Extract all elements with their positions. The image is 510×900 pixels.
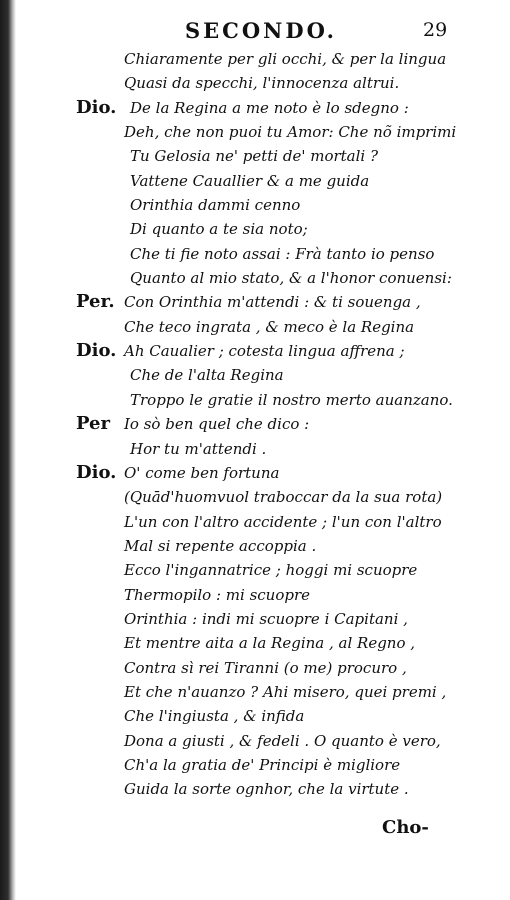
verse-line-text: Et che n'auanzo ? Ahi misero, quei premi , <box>124 682 447 701</box>
catchword: Cho- <box>382 817 429 838</box>
verse-line <box>0 169 510 193</box>
verse-line <box>0 71 510 95</box>
verse-line-text: Orinthia : indi mi scuopre i Capitani , <box>124 609 408 628</box>
verse-line-text: (Quād'huomvuol traboccar da la sua rota) <box>124 488 443 507</box>
verse-line <box>0 534 510 558</box>
verse-line-text: Con Orinthia m'attendi : & ti souenga , <box>124 293 421 312</box>
verse-line-text: Vattene Cauallier & a me guida <box>130 171 370 190</box>
speaker-label: Per. <box>76 291 115 313</box>
verse-line-text: De la Regina a me noto è lo sdegno : <box>130 98 409 117</box>
verse-line <box>0 510 510 534</box>
verse-line <box>0 631 510 655</box>
verse-line <box>0 461 510 485</box>
verse-line <box>0 217 510 241</box>
verse-line-text: Guida la sorte ognhor, che la virtute . <box>124 780 409 799</box>
verse-line <box>0 656 510 680</box>
verse-line <box>0 412 510 436</box>
verse-line-text: Che de l'alta Regina <box>130 366 284 385</box>
verse-line <box>0 753 510 777</box>
verse-line-text: Che teco ingrata , & meco è la Regina <box>124 317 415 336</box>
verse-line-text: Tu Gelosia ne' petti de' mortali ? <box>130 147 379 166</box>
speaker-label: Dio. <box>76 340 117 362</box>
verse-line-text: Io sò ben quel che dico : <box>124 415 310 434</box>
verse-line <box>0 777 510 801</box>
verse-line <box>0 607 510 631</box>
speaker-label: Per <box>76 413 110 435</box>
verse-line <box>0 558 510 582</box>
verse-line <box>0 290 510 314</box>
verse-line <box>0 680 510 704</box>
verse-line-text: Thermopilo : mi scuopre <box>124 585 311 604</box>
verse-line <box>0 704 510 728</box>
verse-line <box>0 96 510 120</box>
verse-line-text: Che ti fie noto assai : Frà tanto io penso <box>130 244 435 263</box>
verse-line-text: Chiaramente per gli occhi, & per la lingua <box>124 50 447 68</box>
verse-line <box>0 47 510 71</box>
verse-line-text: Di quanto a te sia noto; <box>130 220 308 239</box>
verse-line-text: Quasi da specchi, l'innocenza altrui. <box>124 74 400 93</box>
verse-line-text: Quanto al mio stato, & a l'honor conuensi: <box>130 269 452 288</box>
verse-line-text: Dona a giusti , & fedeli . O quanto è vero, <box>124 731 441 750</box>
verse-line-text: Che l'ingiusta , & infida <box>124 707 305 726</box>
verse-line-text: Mal si repente accoppia . <box>124 536 317 555</box>
verse-line <box>0 485 510 509</box>
verse-line <box>0 388 510 412</box>
verse-line <box>0 266 510 290</box>
verse-line <box>0 193 510 217</box>
verse-line <box>0 120 510 144</box>
verse-line <box>0 242 510 266</box>
verse-line <box>0 729 510 753</box>
verse-line-text: L'un con l'altro accidente ; l'un con l'altro <box>124 512 442 531</box>
page-number: 29 <box>423 19 448 41</box>
verse-text-block <box>0 47 510 802</box>
verse-line-text: Deh, che non puoi tu Amor: Che nõ imprimi <box>124 123 457 142</box>
verse-line <box>0 437 510 461</box>
running-title: SECONDO. <box>185 18 337 43</box>
verse-line <box>0 583 510 607</box>
verse-line-text: Hor tu m'attendi . <box>130 439 267 458</box>
verse-line-text: Ecco l'ingannatrice ; hoggi mi scuopre <box>124 561 418 580</box>
verse-line-text: O' come ben fortuna <box>124 463 280 482</box>
verse-line <box>0 339 510 363</box>
verse-line <box>0 144 510 168</box>
verse-line <box>0 315 510 339</box>
verse-line-text: Troppo le gratie il nostro merto auanzano. <box>130 390 453 409</box>
speaker-label: Dio. <box>76 461 117 483</box>
verse-line-text: Et mentre aita a la Regina , al Regno , <box>124 634 416 653</box>
verse-line-text: Contra sì rei Tiranni (o me) procuro , <box>124 658 407 677</box>
page-header <box>185 18 448 48</box>
speaker-label: Dio. <box>76 96 117 118</box>
verse-line-text: Ch'a la gratia de' Principi è migliore <box>124 755 401 774</box>
verse-line <box>0 363 510 387</box>
verse-line-text: Ah Caualier ; cotesta lingua affrena ; <box>124 342 405 361</box>
verse-line-text: Orinthia dammi cenno <box>130 196 301 215</box>
